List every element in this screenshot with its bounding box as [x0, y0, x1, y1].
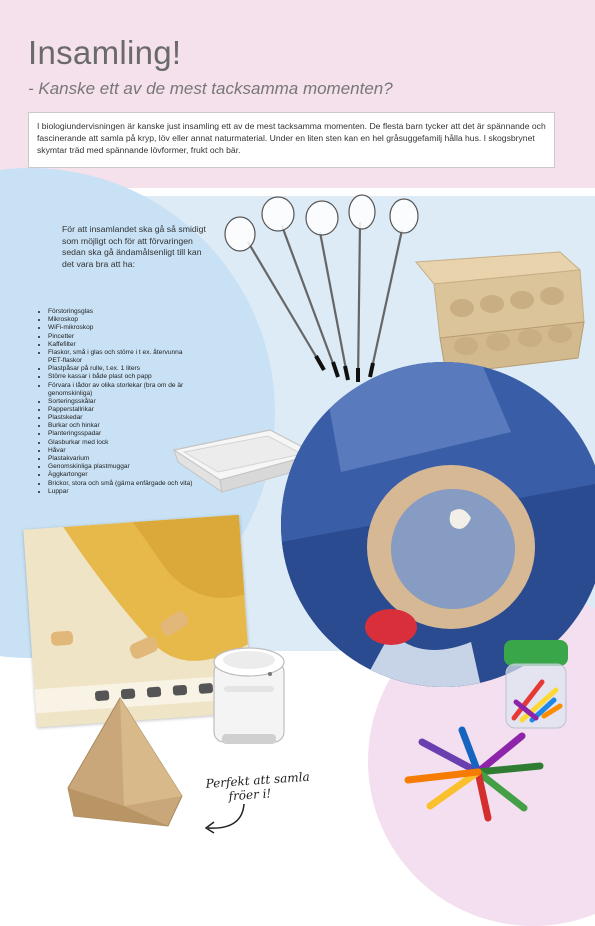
- page-subtitle: - Kanske ett av de mest tacksamma momenten?: [28, 79, 393, 98]
- equipment-item: • Plastakvarium: [48, 455, 198, 463]
- equipment-item: • Plastskedar: [48, 414, 198, 422]
- equipment-item: • Pincetter: [48, 333, 198, 341]
- egg-carton-image: [410, 250, 588, 380]
- coffee-filter-image: [64, 692, 194, 832]
- equipment-item: • Kaffefilter: [48, 341, 198, 349]
- equipment-item: • Brickor, stora och små (gärna enfärgade och vita): [48, 480, 198, 488]
- equipment-item: • Sorteringsskålar: [48, 398, 198, 406]
- tweezer-jar-image: [496, 636, 576, 732]
- equipment-item: • Håvar: [48, 447, 198, 455]
- equipment-item: • Plastpåsar på rulle, t.ex. 1 liters: [48, 365, 198, 373]
- equipment-item: • Större kassar i både plast och papp: [48, 373, 198, 381]
- wifi-microscope-image: [200, 626, 298, 748]
- equipment-item: • Förvara i lådor av olika storlekar (bra om de är genomskinliga): [48, 382, 198, 398]
- equipment-item: • Planteringsspadar: [48, 430, 198, 438]
- butterfly-nets-image: [220, 192, 430, 387]
- equipment-item: • Glasburkar med lock: [48, 439, 198, 447]
- equipment-item: • Äggkartonger: [48, 471, 198, 479]
- page-title: Insamling!: [28, 34, 182, 71]
- equipment-item: • Papperstallrikar: [48, 406, 198, 414]
- seed-caption-line-1: Perfekt att samla: [205, 769, 311, 791]
- intro-box: I biologiundervisningen är kanske just insamling ett av de mest tacksamma momenten. De flesta barn tycker att det är spännande och fascinerande att samla på kryp, löv eller annat naturmaterial. Under en liten sten kan en hel gråsuggefamilj hålla hus. I skogsbrynet skymtar träd med spännande lövformer, frukt och bär.: [28, 112, 555, 168]
- equipment-item: • Flaskor, små i glas och större i t ex. återvunna PET-flaskor: [48, 349, 198, 365]
- curved-arrow-icon: [196, 800, 252, 840]
- tweezers-image: [402, 722, 552, 822]
- equipment-item: • Luppar: [48, 488, 198, 496]
- equipment-item: • Genomskinliga plastmuggar: [48, 463, 198, 471]
- equipment-item: • Burkar och hinkar: [48, 422, 198, 430]
- equipment-item: • Förstoringsglas: [48, 308, 198, 316]
- equipment-item: • WiFi-mikroskop: [48, 324, 198, 332]
- equipment-item: • Mikroskop: [48, 316, 198, 324]
- seed-caption-line-2: fröer i!: [228, 786, 272, 804]
- sidebar-lead: För att insamlandet ska gå så smidigt som möjligt och för att förvaringen sedan ska gå ändamålsenligt till kan det vara bra att ha:: [62, 224, 206, 269]
